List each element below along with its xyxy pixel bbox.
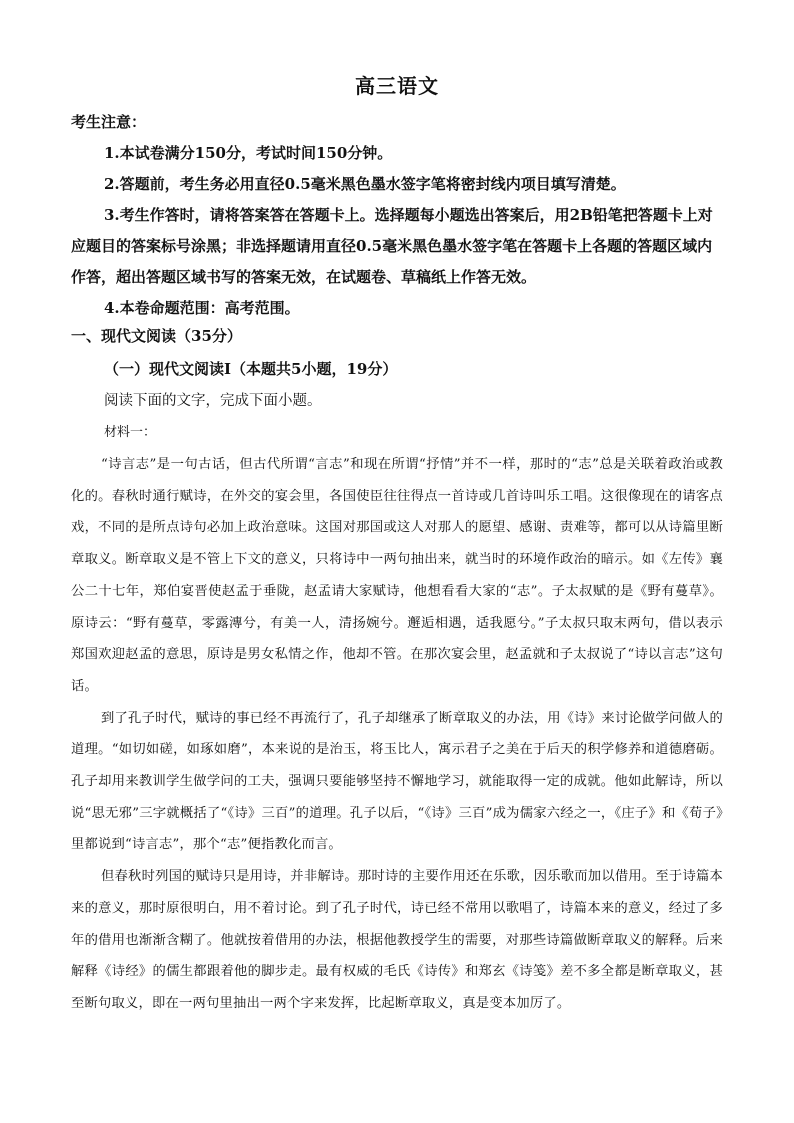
instruction-text: 阅读下面的文字，完成下面小题。 (104, 393, 322, 409)
notice-item: 3.考生作答时，请将答案答在答题卡上。选择题每小题选出答案后，用2B铅笔把答题卡上对应题目的答案标号涂黑；非选择题请用直径0.5毫米黑色墨水签字笔在答题卡上各题的答题区域内作答，超出答题区域书写的答案无效，在试题卷、草稿纸上作答无效。 (71, 206, 713, 286)
notice-item: 4.本卷命题范围：高考范围。 (104, 299, 300, 317)
notice-heading: 考生注意： (71, 113, 147, 131)
notice-block (71, 107, 723, 324)
material-paragraph: 但春秋时列国的赋诗只是用诗，并非解诗。那时诗的主要作用还在乐歌，因乐歌而加以借用。至于诗篇本来的意义，那时原很明白，用不着讨论。到了孔子时代，诗已经不常用以歌唱了，诗篇本来的意义，经过了多年的借用也渐渐含糊了。他就按着借用的办法，根据他教授学生的需要，对那些诗篇做断章取义的解释。后来解释《诗经》的儒生都跟着他的脚步走。最有权威的毛氏《诗传》和郑玄《诗笺》差不多全都是断章取义，甚至断句取义，即在一两句里抽出一两个字来发挥，比起断章取义，真是变本加厉了。 (71, 869, 723, 1011)
notice-item: 1.本试卷满分150分，考试时间150分钟。 (104, 144, 393, 162)
material-text (71, 449, 723, 1020)
page-title: 高三语文 (355, 74, 439, 98)
section-heading: 一、现代文阅读（35分） (71, 327, 242, 345)
material-label: 材料一： (104, 425, 157, 440)
material-paragraph: 到了孔子时代，赋诗的事已经不再流行了，孔子却继承了断章取义的办法，用《诗》来讨论做学问做人的道理。“如切如磋，如琢如磨”，本来说的是治玉，将玉比人，寓示君子之美在于后天的积学修养和道德磨砺。孔子却用来教训学生做学问的工夫，强调只要能够坚持不懈地学习，就能取得一定的成就。他如此解诗，所以说“思无邪”三字就概括了“《诗》三百”的道理。孔子以后，“《诗》三百”成为儒家六经之一，《庄子》和《荀子》里都说到“诗言志”，那个“志”便指教化而言。 (71, 710, 723, 853)
material-paragraph: “诗言志”是一句古话，但古代所谓“言志”和现在所谓“抒情”并不一样，那时的“志”总是关联着政治或教化的。春秋时通行赋诗，在外交的宴会里，各国使臣往往得点一首诗或几首诗叫乐工唱。这很像现在的请客点戏，不同的是所点诗句必加上政治意味。这国对那国或这人对那人的愿望、感谢、责难等，都可以从诗篇里断章取义。断章取义是不管上下文的意义，只将诗中一两句抽出来，就当时的环境作政治的暗示。如《左传》襄公二十七年，郑伯宴晋使赵孟于垂陇，赵孟请大家赋诗，他想看看大家的“志”。子太叔赋的是《野有蔓草》。原诗云：“野有蔓草，零露漙兮，有美一人，清扬婉兮。邂逅相遇，适我愿兮。”子太叔只取末两句，借以表示郑国欢迎赵孟的意思，原诗是男女私情之作，他却不管。在那次宴会里，赵孟就和子太叔说了“诗以言志”这句话。 (71, 457, 723, 694)
subsection-heading: （一）现代文阅读Ⅰ（本题共5小题，19分） (104, 360, 398, 378)
notice-item: 2.答题前，考生务必用直径0.5毫米黑色墨水签字笔将密封线内项目填写清楚。 (104, 175, 626, 193)
